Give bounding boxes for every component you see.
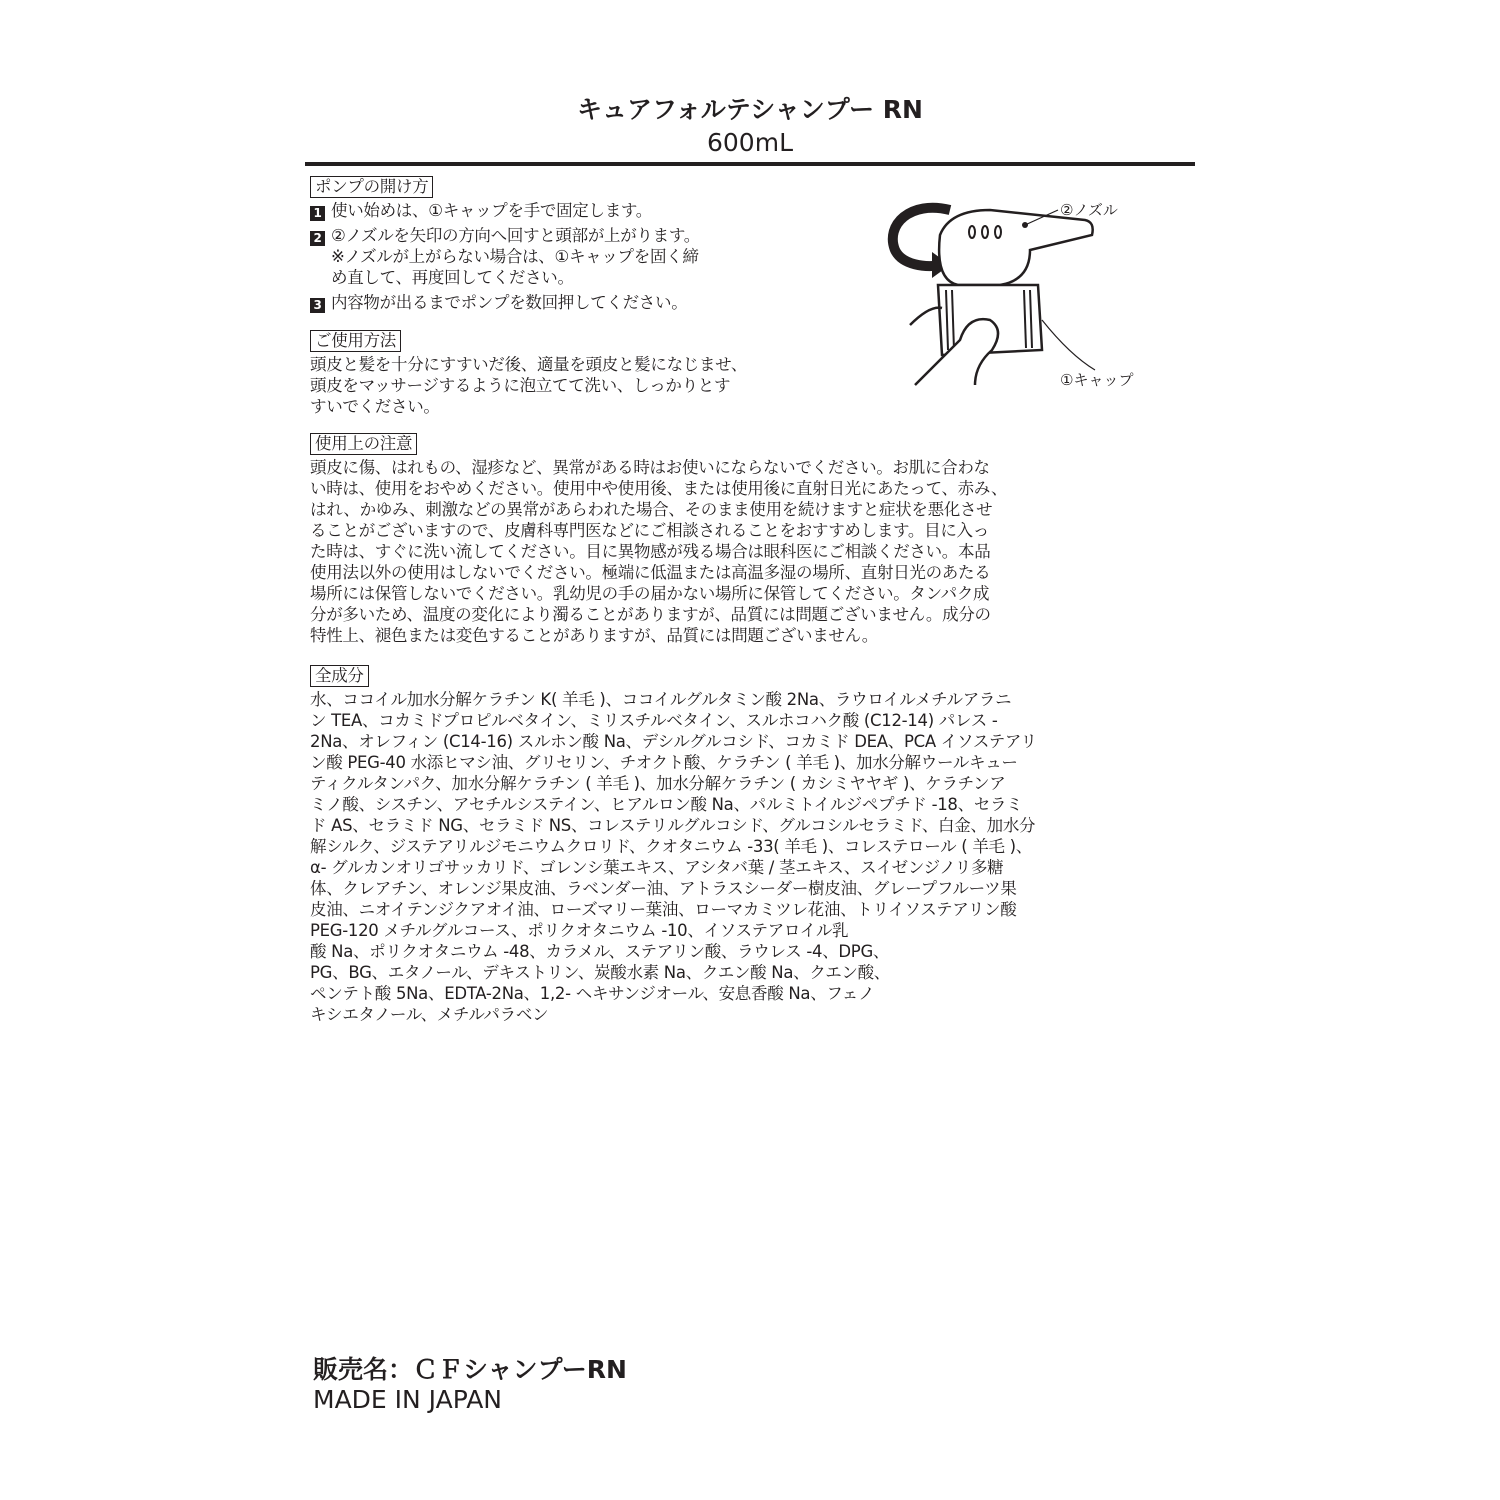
text-line: 体、クレアチン、オレンジ果皮油、ラベンダー油、アトラスシーダー樹皮油、グレープフルーツ果 [310, 879, 1017, 898]
text-line: α- グルカンオリゴサッカリド、ゴレンシ葉エキス、アシタバ葉 / 茎エキス、スイゼンジノリ多糖 [310, 858, 1004, 877]
text-line: ン TEA、コカミドプロピルベタイン、ミリスチルベタイン、スルホコハク酸 (C12-14) パレス - [310, 711, 998, 730]
product-title: キュアフォルテシャンプー RN [577, 95, 923, 124]
text-line: 皮油、ニオイテンジクアオイ油、ローズマリー葉油、ローマカミツレ花油、トリイソステアリン酸 [310, 900, 1017, 919]
ingredients-text [310, 689, 1037, 1025]
text-line: 解シルク、ジステアリルジモニウムクロリド、クオタニウム -33( 羊毛 )、コレステロール ( 羊毛 )、 [310, 837, 1032, 856]
usage-heading: ご使用方法 [310, 330, 401, 352]
ingredients-heading: 全成分 [310, 665, 369, 687]
step-number-icon: 1 [310, 206, 325, 221]
caution-text [310, 457, 1007, 646]
text-line: ることがございますので、皮膚科専門医などにご相談されることをおすすめします。目に入っ [310, 521, 989, 540]
sales-name: 販売名：ＣＦシャンプーRN [313, 1355, 627, 1384]
step-number-icon: 3 [310, 298, 325, 313]
nozzle-head [939, 210, 1093, 285]
text-line: はれ、かゆみ、刺激などの異常があらわれた場合、そのまま使用を続けますと症状を悪化させ [310, 500, 993, 519]
pump-step [310, 200, 700, 221]
step-text: 内容物が出るまでポンプを数回押してください。 [331, 293, 688, 312]
usage-text [310, 354, 747, 417]
text-line: 水、ココイル加水分解ケラチン K( 羊毛 )、ココイルグルタミン酸 2Na、ラウロイルメチルアラニ [310, 690, 1012, 709]
text-line: 頭皮をマッサージするように泡立てて洗い、しっかりとす [310, 376, 731, 395]
text-line: 分が多いため、温度の変化により濁ることがありますが、品質には問題ございません。成分の [310, 605, 991, 624]
text-line: 使用法以外の使用はしないでください。極端に低温または高温多湿の場所、直射日光のあたる [310, 563, 991, 582]
pump-heading: ポンプの開け方 [310, 176, 433, 198]
text-line: すいでください。 [310, 397, 440, 416]
caution-heading: 使用上の注意 [310, 433, 417, 455]
text-line: 2Na、オレフィン (C14-16) スルホン酸 Na、デシルグルコシド、コカミド DEA、PCA イソステアリ [310, 732, 1037, 751]
text-line: ペンテト酸 5Na、EDTA-2Na、1,2- ヘキサンジオール、安息香酸 Na、フェノ [310, 984, 875, 1003]
text-line: い時は、使用をおやめください。使用中や使用後、または使用後に直射日光にあたって、赤み、 [310, 479, 1008, 498]
pump-illustration [880, 190, 1170, 400]
pump-step [310, 267, 700, 288]
text-line: 頭皮と髪を十分にすすいだ後、適量を頭皮と髪になじませ、 [310, 355, 748, 374]
text-line: ン酸 PEG-40 水添ヒマシ油、グリセリン、チオクト酸、ケラチン ( 羊毛 )、加水分解ウールキュー [310, 753, 1018, 772]
pump-step [310, 225, 700, 246]
pump-steps [310, 200, 700, 313]
text-line: 特性上、褪色または変色することがありますが、品質には問題ございません。 [310, 626, 878, 645]
origin: MADE IN JAPAN [313, 1385, 503, 1414]
pump-step [310, 292, 700, 313]
pump-section [310, 176, 700, 313]
usage-section [310, 330, 747, 417]
step-text: 使い始めは、①キャップを手で固定します。 [331, 201, 652, 220]
text-line: PEG-120 メチルグルコース、ポリクオタニウム -10、イソステアロイル乳 [310, 921, 849, 940]
text-line: 酸 Na、ポリクオタニウム -48、カラメル、ステアリン酸、ラウレス -4、DPG、 [310, 942, 890, 961]
product-volume: 600mL [707, 128, 793, 157]
nozzle-label: ②ノズル [1060, 201, 1118, 219]
caution-section [310, 433, 1007, 646]
cap-label: ①キャップ [1060, 371, 1134, 389]
text-line: キシエタノール、メチルパラベン [310, 1005, 549, 1024]
step-text: ②ノズルを矢印の方向へ回すと頭部が上がります。 [331, 226, 700, 245]
ingredients-section [310, 665, 1037, 1025]
text-line: PG、BG、エタノール、デキストリン、炭酸水素 Na、クエン酸 Na、クエン酸、 [310, 963, 890, 982]
text-line: ミノ酸、シスチン、アセチルシステイン、ヒアルロン酸 Na、パルミトイルジペプチド -18、セラミ [310, 795, 1023, 814]
step-text: め直して、再度回してください。 [331, 268, 574, 287]
text-line: 頭皮に傷、はれもの、湿疹など、異常がある時はお使いにならないでください。お肌に合わな [310, 458, 990, 477]
step-number-icon: 2 [310, 231, 325, 246]
text-line: ティクルタンパク、加水分解ケラチン ( 羊毛 )、加水分解ケラチン ( カシミヤヤギ )、ケラチンア [310, 774, 1006, 793]
step-text: ※ノズルが上がらない場合は、①キャップを固く締 [331, 247, 699, 266]
pump-step [310, 246, 700, 267]
text-line: ド AS、セラミド NG、セラミド NS、コレステリルグルコシド、グルコシルセラミド、白金、加水分 [310, 816, 1036, 835]
text-line: た時は、すぐに洗い流してください。目に異物感が残る場合は眼科医にご相談ください。本品 [310, 542, 991, 561]
text-line: 場所には保管しないでください。乳幼児の手の届かない場所に保管してください。タンパク成 [310, 584, 990, 603]
header-divider [305, 162, 1195, 166]
